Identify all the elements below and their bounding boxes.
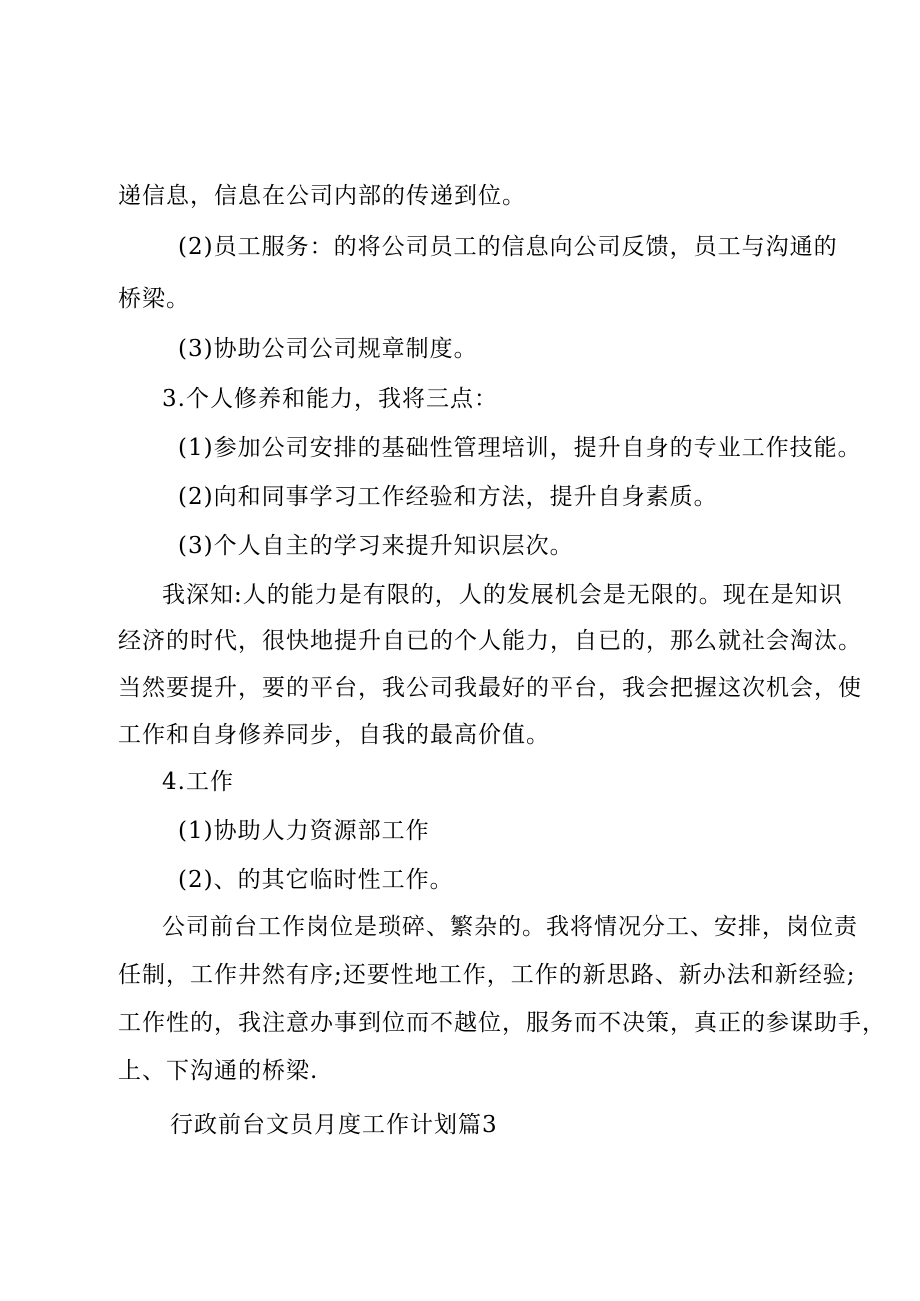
paragraph-line: (3)协助公司公司规章制度。 [178, 336, 478, 362]
paragraph-line: 递信息，信息在公司内部的传递到位。 [118, 183, 526, 209]
paragraph-line: 任制，工作井然有序;还要性地工作，工作的新思路、新办法和新经验; [118, 962, 856, 988]
list-item: (1)参加公司安排的基础性管理培训，提升自身的专业工作技能。 [178, 435, 862, 461]
document-title: 行政前台文员月度工作计划篇3 [170, 1112, 498, 1138]
list-item: (2)、的其它临时性工作。 [178, 867, 454, 893]
list-item: (1)协助人力资源部工作 [178, 818, 430, 844]
paragraph-line: (2)员工服务：的将公司员工的信息向公司反馈，员工与沟通的 [178, 234, 838, 260]
paragraph-line: 工作性的，我注意办事到位而不越位，服务而不决策，真正的参谋助手， [118, 1010, 886, 1036]
paragraph-line: 工作和自身修养同步，自我的最高价值。 [118, 722, 550, 748]
paragraph-line: 我深知:人的能力是有限的，人的发展机会是无限的。现在是知识 [162, 582, 843, 608]
paragraph-line: 上、下沟通的桥梁. [118, 1058, 319, 1084]
paragraph-line: 桥梁。 [118, 286, 190, 312]
paragraph-line: 公司前台工作岗位是琐碎、繁杂的。我将情况分工、安排，岗位责 [162, 914, 858, 940]
section-heading: 3.个人修养和能力，我将三点： [162, 386, 498, 412]
paragraph-line: 当然要提升，要的平台，我公司我最好的平台，我会把握这次机会，使 [118, 675, 862, 701]
list-item: (2)向和同事学习工作经验和方法，提升自身素质。 [178, 484, 718, 510]
paragraph-line: 经济的时代，很快地提升自已的个人能力，自已的，那么就社会淘汰。 [118, 628, 862, 654]
section-heading: 4.工作 [162, 769, 234, 795]
list-item: (3)个人自主的学习来提升知识层次。 [178, 533, 574, 559]
